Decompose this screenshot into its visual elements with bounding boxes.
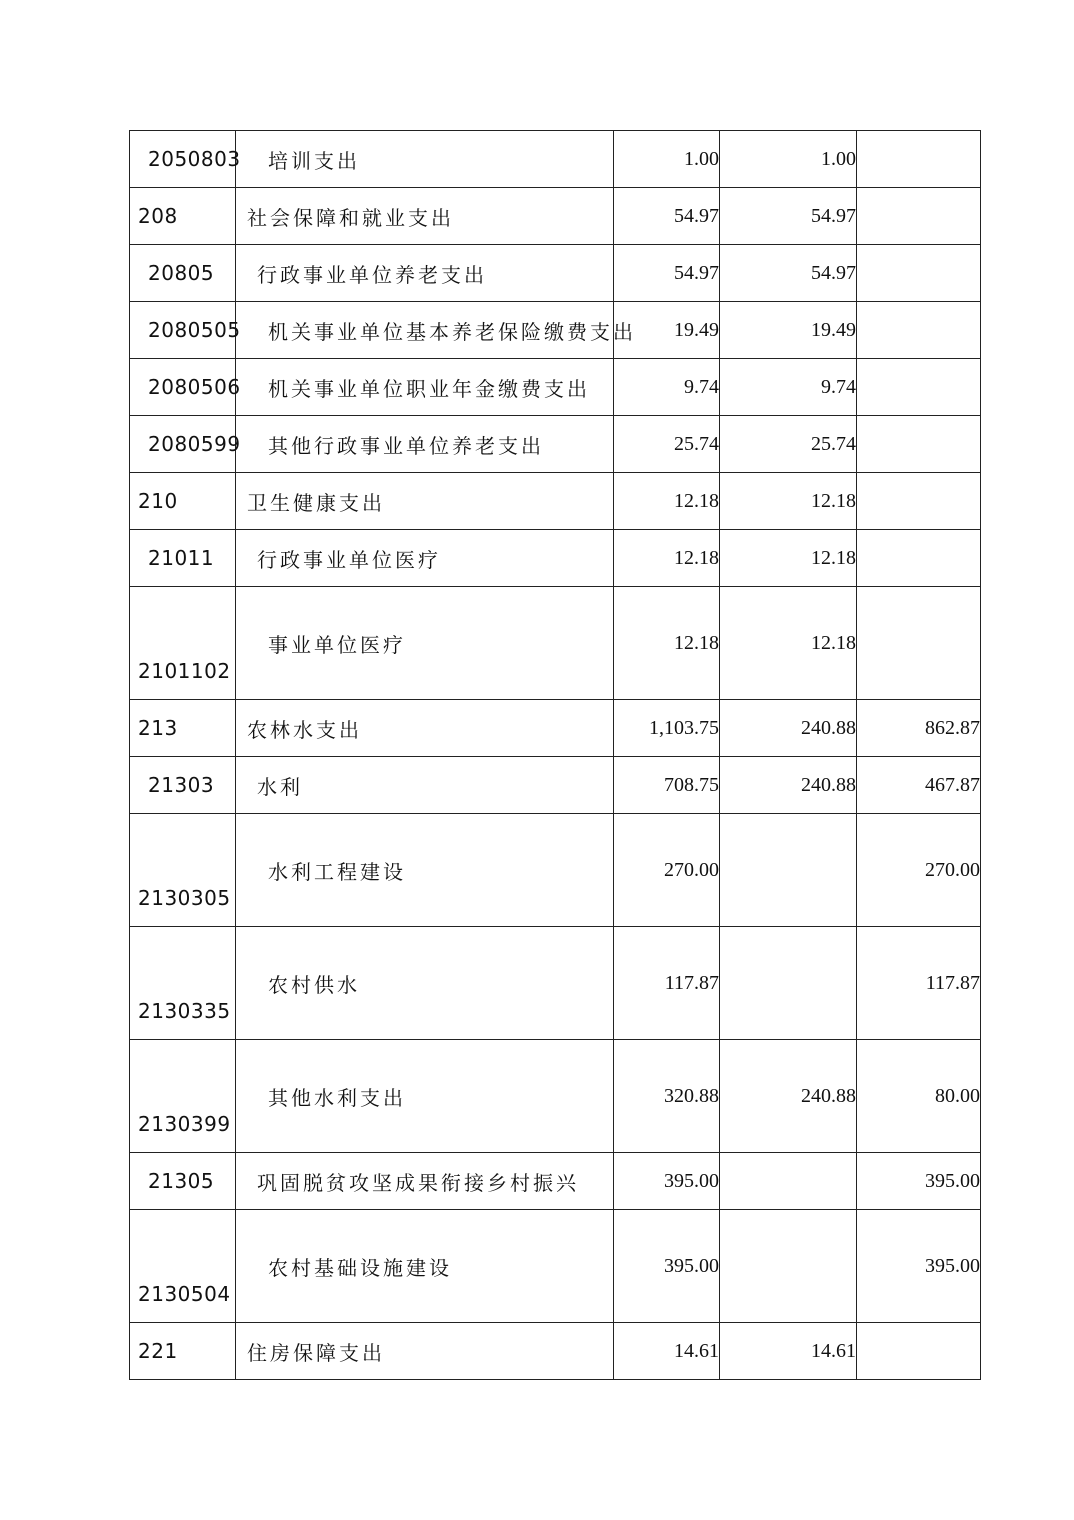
subject-code-cell: 20805 xyxy=(130,245,236,302)
subject-code-cell: 2130335 xyxy=(130,927,236,1040)
project-expenditure-cell: 395.00 xyxy=(857,1210,981,1323)
table-row xyxy=(130,1153,981,1210)
total-amount-cell: 270.00 xyxy=(614,814,720,927)
project-expenditure-cell xyxy=(857,473,981,530)
total-amount-cell: 14.61 xyxy=(614,1323,720,1380)
total-amount-cell: 25.74 xyxy=(614,416,720,473)
subject-name-cell: 机关事业单位职业年金缴费支出 xyxy=(236,359,614,416)
subject-code-cell: 21303 xyxy=(130,757,236,814)
total-amount-cell: 12.18 xyxy=(614,530,720,587)
basic-expenditure-cell: 12.18 xyxy=(720,530,857,587)
subject-name-cell: 其他行政事业单位养老支出 xyxy=(236,416,614,473)
subject-code-cell: 2050803 xyxy=(130,131,236,188)
subject-code-cell: 2130399 xyxy=(130,1040,236,1153)
table-row xyxy=(130,473,981,530)
subject-name-cell: 事业单位医疗 xyxy=(236,587,614,700)
basic-expenditure-cell: 25.74 xyxy=(720,416,857,473)
total-amount-cell: 19.49 xyxy=(614,302,720,359)
project-expenditure-cell xyxy=(857,587,981,700)
project-expenditure-cell xyxy=(857,359,981,416)
total-amount-cell: 320.88 xyxy=(614,1040,720,1153)
project-expenditure-cell xyxy=(857,530,981,587)
subject-name-cell: 培训支出 xyxy=(236,131,614,188)
subject-code-cell: 208 xyxy=(130,188,236,245)
subject-name-cell: 机关事业单位基本养老保险缴费支出 xyxy=(236,302,614,359)
basic-expenditure-cell xyxy=(720,1153,857,1210)
subject-code-cell: 2130305 xyxy=(130,814,236,927)
subject-name-cell: 住房保障支出 xyxy=(236,1323,614,1380)
basic-expenditure-cell xyxy=(720,927,857,1040)
total-amount-cell: 1.00 xyxy=(614,131,720,188)
total-amount-cell: 12.18 xyxy=(614,473,720,530)
subject-name-cell: 卫生健康支出 xyxy=(236,473,614,530)
project-expenditure-cell xyxy=(857,245,981,302)
subject-code-cell: 21011 xyxy=(130,530,236,587)
table-row xyxy=(130,757,981,814)
table-row xyxy=(130,927,981,1040)
total-amount-cell: 708.75 xyxy=(614,757,720,814)
basic-expenditure-cell: 19.49 xyxy=(720,302,857,359)
subject-code-cell: 21305 xyxy=(130,1153,236,1210)
total-amount-cell: 9.74 xyxy=(614,359,720,416)
subject-name-cell: 农村供水 xyxy=(236,927,614,1040)
basic-expenditure-cell: 240.88 xyxy=(720,700,857,757)
basic-expenditure-cell: 1.00 xyxy=(720,131,857,188)
basic-expenditure-cell: 14.61 xyxy=(720,1323,857,1380)
project-expenditure-cell: 270.00 xyxy=(857,814,981,927)
basic-expenditure-cell: 54.97 xyxy=(720,245,857,302)
subject-code-cell: 210 xyxy=(130,473,236,530)
total-amount-cell: 395.00 xyxy=(614,1210,720,1323)
project-expenditure-cell xyxy=(857,1323,981,1380)
table-row xyxy=(130,302,981,359)
project-expenditure-cell: 395.00 xyxy=(857,1153,981,1210)
subject-name-cell: 水利 xyxy=(236,757,614,814)
table-row xyxy=(130,700,981,757)
project-expenditure-cell: 862.87 xyxy=(857,700,981,757)
project-expenditure-cell xyxy=(857,188,981,245)
subject-code-cell: 221 xyxy=(130,1323,236,1380)
project-expenditure-cell: 80.00 xyxy=(857,1040,981,1153)
basic-expenditure-cell xyxy=(720,1210,857,1323)
table-row xyxy=(130,359,981,416)
total-amount-cell: 12.18 xyxy=(614,587,720,700)
subject-name-cell: 水利工程建设 xyxy=(236,814,614,927)
subject-name-cell: 行政事业单位医疗 xyxy=(236,530,614,587)
project-expenditure-cell: 467.87 xyxy=(857,757,981,814)
basic-expenditure-cell: 12.18 xyxy=(720,587,857,700)
table-row xyxy=(130,587,981,700)
table-row xyxy=(130,188,981,245)
table-row xyxy=(130,416,981,473)
table-row xyxy=(130,814,981,927)
total-amount-cell: 54.97 xyxy=(614,245,720,302)
subject-name-cell: 巩固脱贫攻坚成果衔接乡村振兴 xyxy=(236,1153,614,1210)
total-amount-cell: 1,103.75 xyxy=(614,700,720,757)
budget-table-body xyxy=(130,131,981,1380)
subject-name-cell: 农村基础设施建设 xyxy=(236,1210,614,1323)
table-row xyxy=(130,1323,981,1380)
total-amount-cell: 395.00 xyxy=(614,1153,720,1210)
subject-code-cell: 2080505 xyxy=(130,302,236,359)
basic-expenditure-cell: 240.88 xyxy=(720,1040,857,1153)
basic-expenditure-cell: 9.74 xyxy=(720,359,857,416)
subject-code-cell: 2130504 xyxy=(130,1210,236,1323)
subject-name-cell: 农林水支出 xyxy=(236,700,614,757)
project-expenditure-cell xyxy=(857,131,981,188)
subject-code-cell: 2101102 xyxy=(130,587,236,700)
basic-expenditure-cell xyxy=(720,814,857,927)
budget-table xyxy=(129,130,981,1380)
table-row xyxy=(130,131,981,188)
project-expenditure-cell xyxy=(857,416,981,473)
basic-expenditure-cell: 240.88 xyxy=(720,757,857,814)
subject-name-cell: 社会保障和就业支出 xyxy=(236,188,614,245)
table-row xyxy=(130,1210,981,1323)
project-expenditure-cell: 117.87 xyxy=(857,927,981,1040)
subject-code-cell: 213 xyxy=(130,700,236,757)
basic-expenditure-cell: 54.97 xyxy=(720,188,857,245)
total-amount-cell: 117.87 xyxy=(614,927,720,1040)
table-row xyxy=(130,245,981,302)
project-expenditure-cell xyxy=(857,302,981,359)
table-row xyxy=(130,530,981,587)
basic-expenditure-cell: 12.18 xyxy=(720,473,857,530)
table-row xyxy=(130,1040,981,1153)
subject-code-cell: 2080599 xyxy=(130,416,236,473)
subject-name-cell: 行政事业单位养老支出 xyxy=(236,245,614,302)
total-amount-cell: 54.97 xyxy=(614,188,720,245)
subject-name-cell: 其他水利支出 xyxy=(236,1040,614,1153)
subject-code-cell: 2080506 xyxy=(130,359,236,416)
